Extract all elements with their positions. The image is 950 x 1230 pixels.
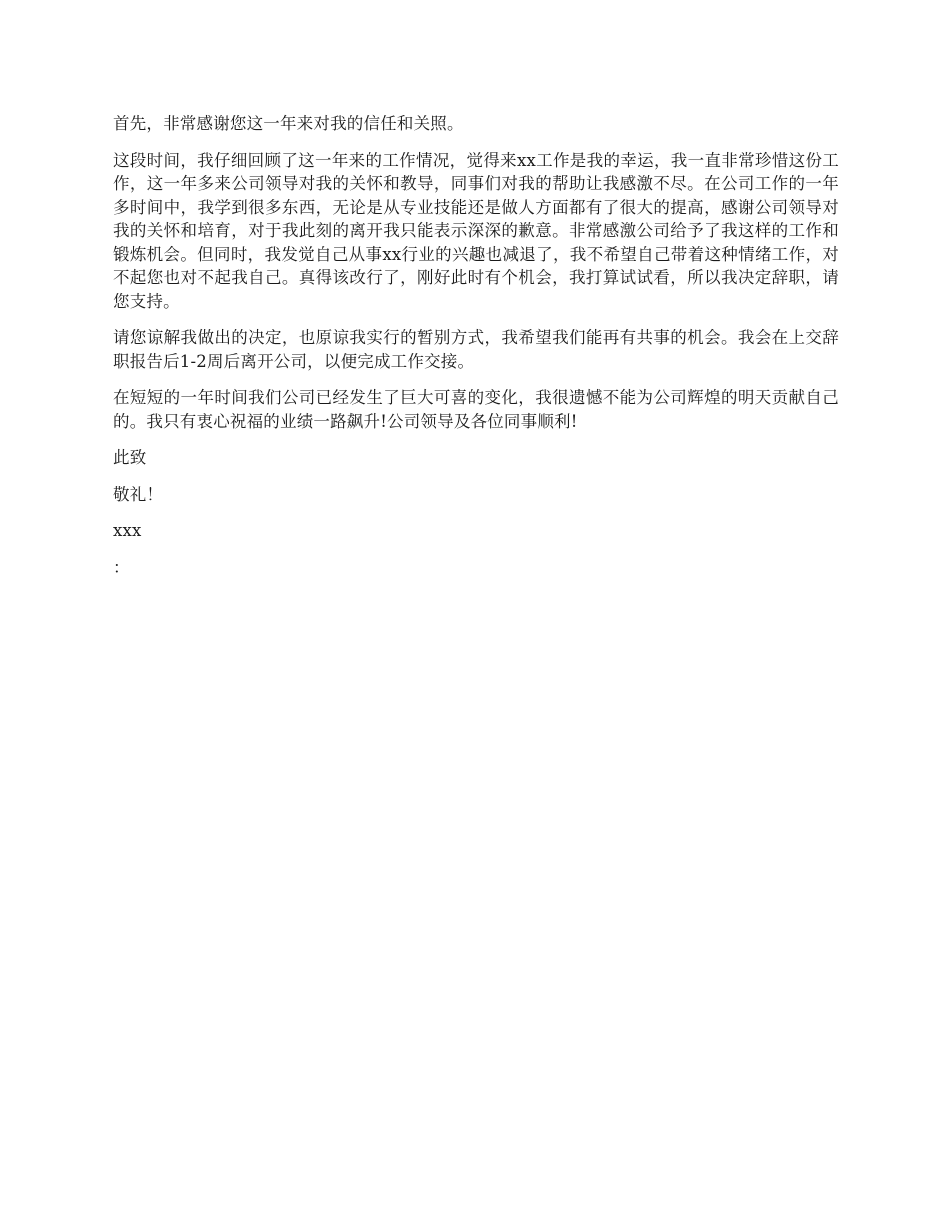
closing-respect: 敬礼！ [113,484,164,504]
paragraph-wishes: 在短短的一年时间我们公司已经发生了巨大可喜的变化，我很遗憾不能为公司辉煌的明天贡献自己的。我只有衷心祝福的业绩一路飙升!公司领导及各位同事顺利! [113,388,839,431]
paragraph-opening: 首先，非常感谢您这一年来对我的信任和关照。 [113,114,464,133]
paragraph-request: 请您谅解我做出的决定，也原谅我实行的暂别方式，我希望我们能再有共事的机会。我会在上交辞职报告后1-2周后离开公司，以便完成工作交接。 [113,328,839,371]
letter-body [113,112,839,592]
signature-name: xxx [113,521,142,540]
date-line: ： [113,557,130,577]
closing-salutation: 此致 [113,448,147,467]
paragraph-reflection: 这段时间，我仔细回顾了这一年来的工作情况，觉得来xx工作是我的幸运，我一直非常珍惜这份工作，这一年多来公司领导对我的关怀和教导，同事们对我的帮助让我感激不尽。在公司工作的一年多时间中，我学到很多东西，无论是从专业技能还是做人方面都有了很大的提高，感谢公司领导对我的关怀和培育，对于我此刻的离开我只能表示深深的歉意。非常感激公司给予了我这样的工作和锻炼机会。但同时，我发觉自己从事xx行业的兴趣也减退了，我不希望自己带着这种情绪工作，对不起您也对不起我自己。真得该改行了，刚好此时有个机会，我打算试试看，所以我决定辞职，请您支持。 [113,150,839,311]
